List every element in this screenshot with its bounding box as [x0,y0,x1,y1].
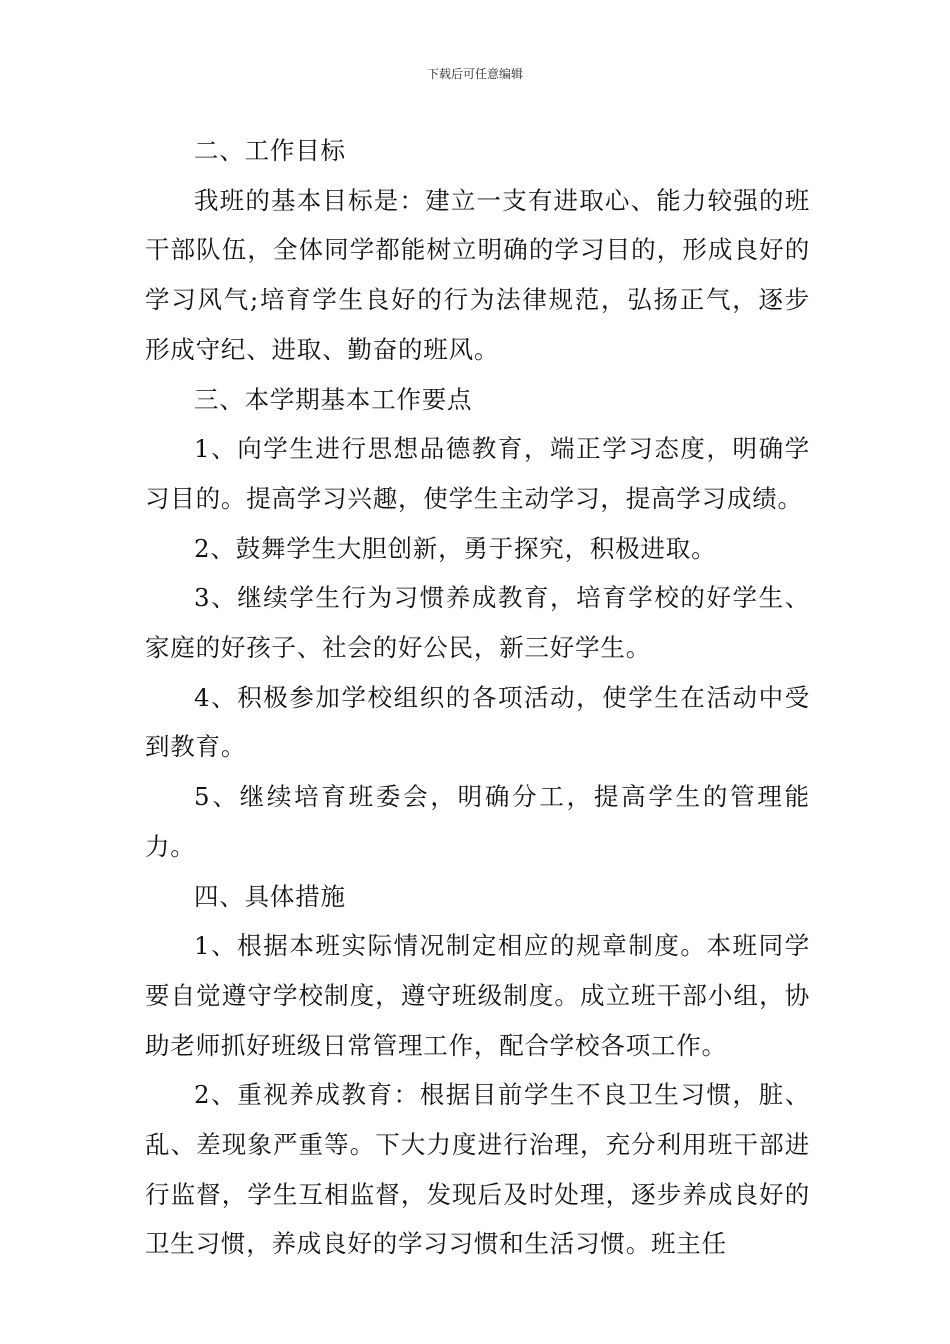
document-body [145,126,810,1269]
paragraph-measure-2: 2、重视养成教育：根据目前学生不良卫生习惯，脏、乱、差现象严重等。下大力度进行治理，充分利用班干部进行监督，学生互相监督，发现后及时处理，逐步养成良好的卫生习惯，养成良好的学习习惯和生活习惯。班主任 [145,1080,810,1259]
section-heading-key-points: 三、本学期基本工作要点 [194,384,473,414]
paragraph-goals: 我班的基本目标是：建立一支有进取心、能力较强的班干部队伍，全体同学都能树立明确的学习目的，形成良好的学习风气;培育学生良好的行为法律规范，弘扬正气，逐步形成守纪、进取、勤奋的班风。 [145,185,810,364]
paragraph-point-4: 4、积极参加学校组织的各项活动，使学生在活动中受到教育。 [145,682,810,762]
paragraph-measure-1: 1、根据本班实际情况制定相应的规章制度。本班同学要自觉遵守学校制度，遵守班级制度。成立班干部小组，协助老师抓好班级日常管理工作，配合学校各项工作。 [145,931,810,1060]
paragraph-point-3: 3、继续学生行为习惯养成教育，培育学校的好学生、家庭的好孩子、社会的好公民，新三好学生。 [145,583,810,663]
paragraph-point-1: 1、向学生进行思想品德教育，端正学习态度，明确学习目的。提高学习兴趣，使学生主动学习，提高学习成绩。 [145,434,810,513]
paragraph-point-2: 2、鼓舞学生大胆创新，勇于探究，积极进取。 [194,533,717,563]
section-heading-goals: 二、工作目标 [194,136,346,165]
paragraph-point-5: 5、继续培育班委会，明确分工，提高学生的管理能力。 [145,782,810,861]
section-heading-measures: 四、具体措施 [194,881,346,911]
page-header-note: 下载后可任意编辑 [426,67,523,81]
